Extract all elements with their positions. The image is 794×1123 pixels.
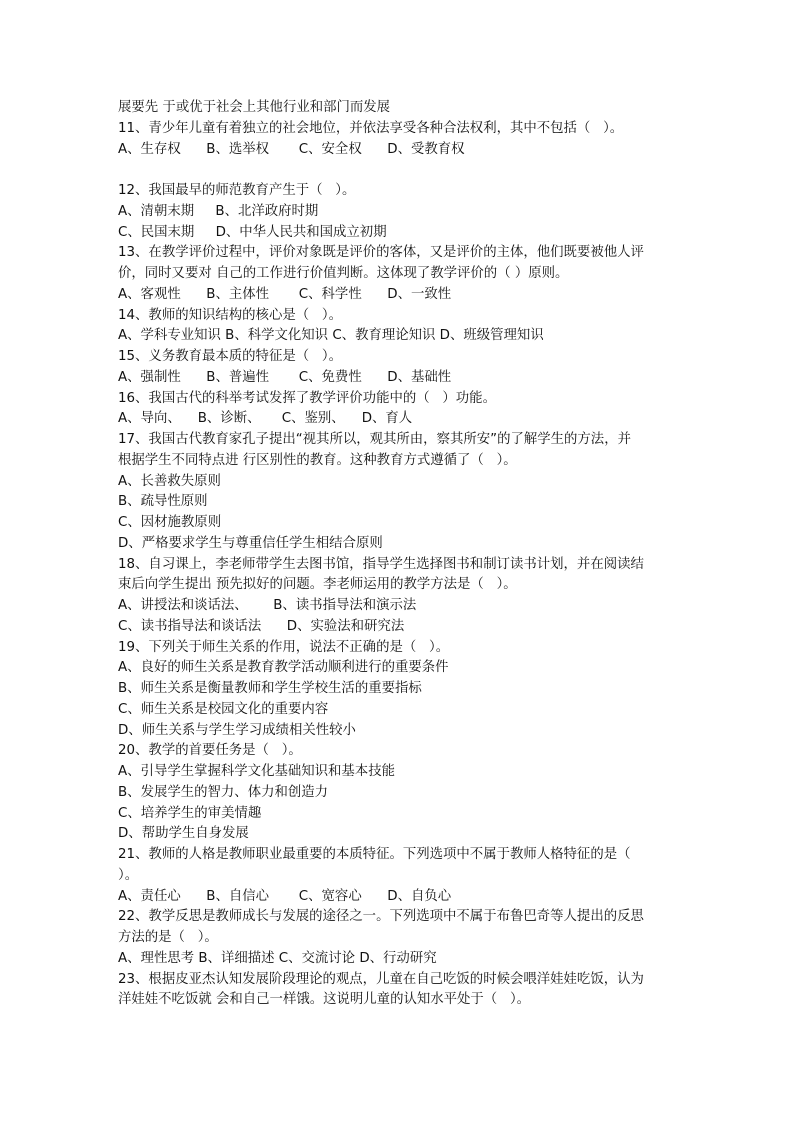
text-line: D、师生关系与学生学习成绩相关性较小 — [118, 722, 356, 738]
text-line: 20、教学的首要任务是（ ）。 — [118, 743, 302, 759]
text-line: C、读书指导法和谈话法 D、实验法和研究法 — [118, 618, 405, 634]
text-line: 18、自习课上，李老师带学生去图书馆，指导学生选择图书和制订读书计划，并在阅读结 — [118, 556, 644, 572]
text-line: 21、教师的人格是教师职业最重要的本质特征。下列选项中不属于教师人格特征的是（ — [118, 847, 631, 862]
text-line: A、良好的师生关系是教育教学活动顺利进行的重要条件 — [118, 660, 449, 676]
text-line: 14、教师的知识结构的核心是（ ）。 — [118, 307, 342, 323]
blank-line — [118, 160, 688, 181]
text-line: A、长善救失原则 — [118, 473, 221, 489]
text-line: 23、根据皮亚杰认知发展阶段理论的观点，儿童在自己吃饭的时候会喂洋娃娃吃饭，认为 — [118, 971, 644, 987]
text-line: A、学科专业知识 B、科学文化知识 C、教育理论知识 D、班级管理知识 — [118, 328, 544, 344]
text-line: D、严格要求学生与尊重信任学生相结合原则 — [118, 535, 383, 551]
text-line: B、师生关系是衡量教师和学生学校生活的重要指标 — [118, 681, 422, 696]
text-line: B、疏导性原则 — [118, 494, 208, 510]
text-line: 12、我国最早的师范教育产生于（ ）。 — [118, 183, 356, 198]
text-line: 束后向学生提出 预先拟好的问题。李老师运用的教学方法是（ ）。 — [118, 577, 517, 593]
text-line: 15、义务教育最本质的特征是（ ）。 — [118, 349, 342, 364]
text-line: 展要先 于或优于社会上其他行业和部门而发展 — [118, 100, 391, 115]
text-line: C、培养学生的审美情趣 — [118, 805, 262, 821]
text-line: 22、教学反思是教师成长与发展的途径之一。下列选项中不属于布鲁巴奇等人提出的反思 — [118, 909, 644, 925]
text-line: A、清朝末期 B、北洋政府时期 — [118, 203, 319, 219]
text-line: 洋娃娃不吃饭就 会和自己一样饿。这说明儿童的认知水平处于（ ）。 — [118, 992, 531, 1008]
text-line: 16、我国古代的科举考试发挥了教学评价功能中的（ ）功能。 — [118, 390, 496, 406]
text-line: A、讲授法和谈话法、 B、读书指导法和演示法 — [118, 598, 417, 613]
text-line: B、发展学生的智力、体力和创造力 — [118, 784, 329, 800]
document-page — [118, 98, 688, 1011]
text-line: A、客观性 B、主体性 C、科学性 D、一致性 — [118, 286, 452, 302]
text-line: A、责任心 B、自信心 C、宽容心 D、自负心 — [118, 888, 452, 904]
text-line: ）。 — [118, 867, 139, 883]
text-line: 19、下列关于师生关系的作用，说法不正确的是（ ）。 — [118, 639, 450, 655]
text-line: A、引导学生掌握科学文化基础知识和基本技能 — [118, 764, 395, 779]
text-line: 17、我国古代教育家孔子提出“视其所以，观其所由，察其所安”的了解学生的方法，并 — [118, 432, 631, 447]
text-line: 11、青少年儿童有着独立的社会地位，并依法享受各种合法权利，其中不包括（ ）。 — [118, 120, 624, 136]
text-line: 根据学生不同特点进 行区别性的教育。这种教育方式遵循了（ ）。 — [118, 452, 517, 468]
text-line: A、生存权 B、选举权 C、安全权 D、受教育权 — [118, 141, 465, 157]
text-line: C、因材施教原则 — [118, 515, 222, 530]
text-line: D、帮助学生自身发展 — [118, 826, 249, 842]
text-line: 方法的是（ ）。 — [118, 930, 218, 945]
text-line: 价，同时又要对 自己的工作进行价值判断。这体现了教学评价的（ ）原则。 — [118, 266, 569, 281]
text-line: C、师生关系是校园文化的重要内容 — [118, 701, 329, 717]
text-line: C、民国末期 D、中华人民共和国成立初期 — [118, 224, 387, 240]
text-line: A、强制性 B、普遍性 C、免费性 D、基础性 — [118, 369, 452, 385]
text-line: A、理性思考 B、详细描述 C、交流讨论 D、行动研究 — [118, 950, 437, 966]
text-line: 13、在教学评价过程中，评价对象既是评价的客体，又是评价的主体，他们既要被他人评 — [118, 245, 644, 261]
text-line: A、导向、 B、诊断、 C、鉴别、 D、育人 — [118, 411, 413, 427]
